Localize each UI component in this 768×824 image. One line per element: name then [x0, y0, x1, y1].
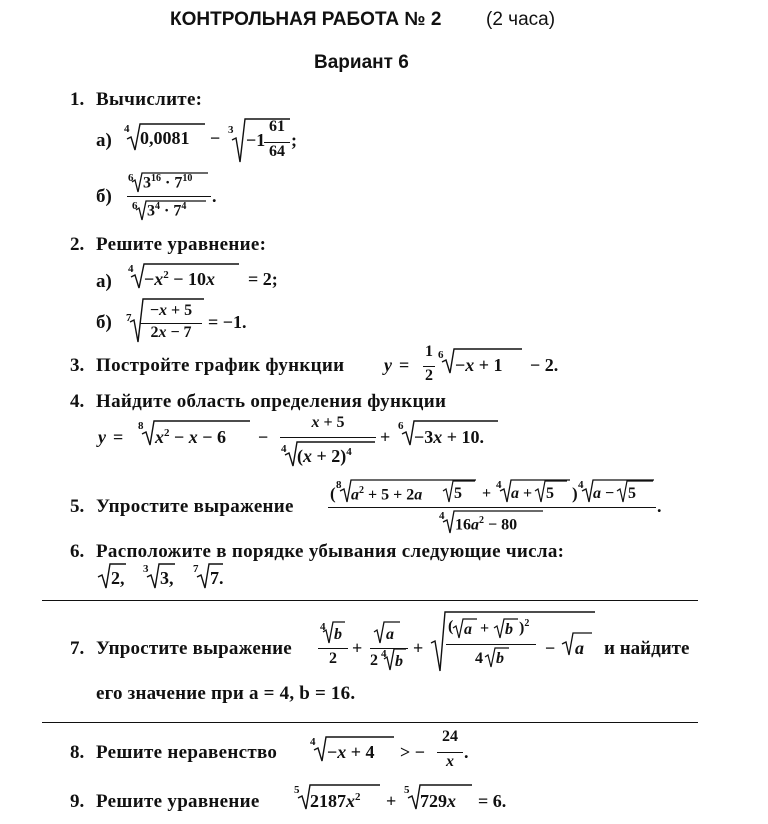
- task-number: 4.: [70, 391, 85, 412]
- divider: [42, 600, 698, 601]
- task-number: 2.: [70, 234, 85, 255]
- task-number: 7.: [70, 638, 85, 659]
- task-1b-label: б): [96, 186, 112, 207]
- task-1-text: Вычислите:: [96, 89, 203, 110]
- task-number: 8.: [70, 742, 85, 763]
- page-title: КОНТРОЛЬНАЯ РАБОТА № 2: [170, 9, 442, 30]
- task-7-text: Упростите выражение: [96, 638, 292, 659]
- duration-note: (2 часа): [486, 9, 556, 30]
- task-6-text: Расположите в порядке убывания следующие числа:: [96, 541, 565, 562]
- task-number: 3.: [70, 355, 85, 376]
- task-2b-label: б): [96, 312, 112, 333]
- task-9-text: Решите уравнение: [96, 791, 260, 812]
- task-number: 5.: [70, 496, 85, 517]
- task-2a-label: а): [96, 271, 112, 292]
- task-3-text: Постройте график функции: [96, 355, 345, 376]
- task-number: 9.: [70, 791, 85, 812]
- task-5-text: Упростите выражение: [96, 496, 294, 517]
- task-number: 1.: [70, 89, 85, 110]
- task-7-text-after: и найдите: [604, 638, 690, 659]
- task-1a-label: а): [96, 130, 112, 151]
- task-number: 6.: [70, 541, 85, 562]
- task-8-text: Решите неравенство: [96, 742, 278, 763]
- divider: [42, 722, 698, 723]
- task-4-text: Найдите область определения функции: [96, 391, 447, 412]
- task-2-text: Решите уравнение:: [96, 234, 267, 255]
- task-7-text-line2: его значение при a = 4, b = 16.: [96, 683, 356, 704]
- variant-title: Вариант 6: [314, 52, 409, 73]
